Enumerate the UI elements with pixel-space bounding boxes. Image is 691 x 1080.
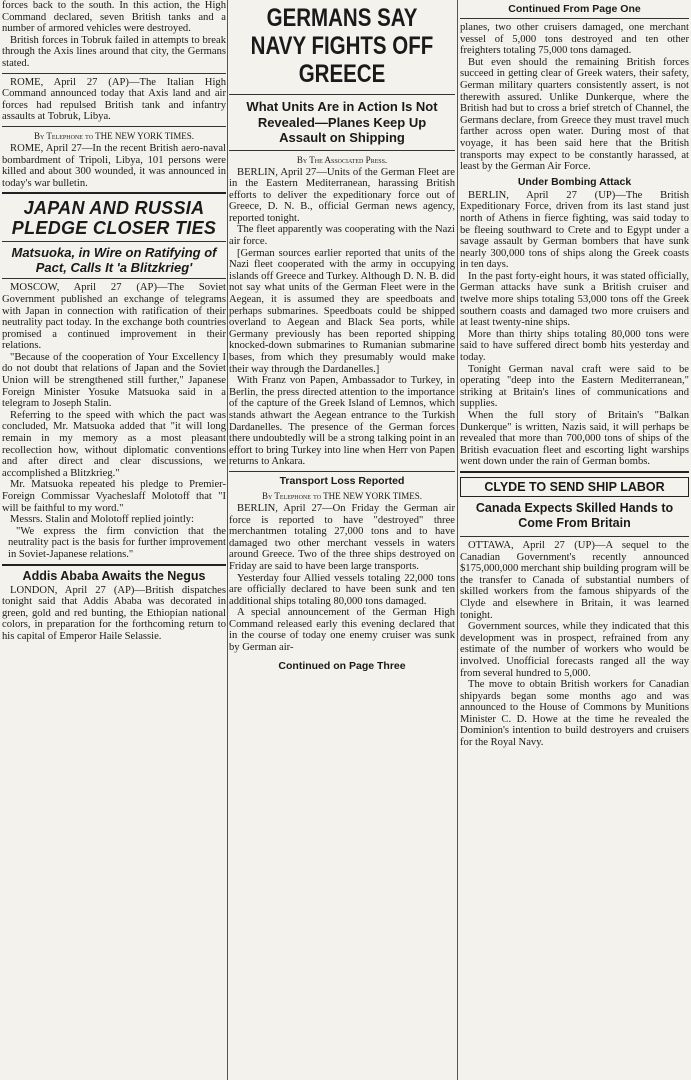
article-paragraph: British forces in Tobruk failed in attempts to break through the Axis lines around that city, the Germans stated. [2, 34, 226, 69]
headline-japan-russia: JAPAN AND RUSSIA PLEDGE CLOSER TIES [11, 198, 217, 239]
divider [460, 471, 689, 473]
article-paragraph: The fleet apparently was cooperating with the Nazi air force. [229, 224, 455, 248]
article-paragraph: ROME, April 27 (AP)—The Italian High Command announced today that Axis land and air forces had repulsed British tank and infantry assaults at Tobruk, Libya. [2, 76, 226, 123]
article-paragraph: Mr. Matsuoka repeated his pledge to Premier-Foreign Commissar Vyacheslaff Molotoff that "I will be faithful to my word." [2, 479, 226, 514]
continued-from-label: Continued From Page One [508, 3, 641, 15]
article-paragraph: A special announcement of the German High Command released early this evening declared that in the course of today one enemy cruiser was sunk by German air- [229, 607, 455, 654]
byline: By Telephone to THE NEW YORK TIMES. [34, 130, 194, 141]
article-paragraph: More than thirty ships totaling 80,000 tons were said to have suffered direct bomb hits yesterday and today. [460, 328, 689, 364]
divider [2, 278, 226, 279]
article-paragraph: When the full story of Britain's "Balkan Dunkerque" is written, Nazis said, it will perhaps be revealed that more than 700,000 tons of ships of the British evacuation fleet and escorting light warships went down under the rain of German bombs. [460, 410, 689, 468]
column-rule-2 [457, 0, 458, 1080]
subhead-bombing: Under Bombing Attack [517, 175, 632, 188]
divider [2, 564, 226, 566]
byline: By The Associated Press. [296, 154, 388, 165]
divider [229, 94, 455, 95]
column-2 [229, 0, 455, 1080]
column-rule-1 [227, 0, 228, 1080]
article-paragraph: OTTAWA, April 27 (UP)—A sequel to the Canadian Government's recently announced $175,000,000 merchant ship building program will be the transfer to Canada of substantial numbers of skilled workers from the famous shipyards of the Clyde and elsewhere in Britain, it was learned tonight. [460, 539, 689, 621]
main-deck: What Units Are in Action Is Not Revealed—Planes Keep Up Assault on Shipping [246, 99, 438, 145]
article-paragraph: In the past forty-eight hours, it was stated officially, German attacks have sunk a British cruiser and twelve more ships totaling 53,000 tons off the Greek southern coasts and damaged two more cruisers and at least twenty-nine ships. [460, 270, 689, 329]
article-paragraph: "Because of the cooperation of Your Excellency I do not doubt that relations of Japan and the Soviet Union will be strengthened still further," Japanese Foreign Minister Yosuke Matsuoka said in a telegram to Joseph Stalin. [2, 351, 226, 410]
article-paragraph: BERLIN, April 27—On Friday the German air force is reported to have "destroyed" three merchantmen totaling 27,000 tons and to have damaged two other merchant vessels in waters around Greece. Two of the three ships destroyed on Friday are said to have been large transports. [229, 502, 455, 572]
article-paragraph: ROME, April 27—In the recent British aero-naval bombardment of Tripoli, Libya, 101 persons were killed and about 300 wounded, it was announced in today's war bulletin. [2, 142, 226, 189]
divider [2, 126, 226, 127]
article-paragraph: [German sources earlier reported that units of the Nazi fleet cooperated with the army in occupying islands off Greece and Turkey. Although D. N. B. did not say what units of the German Fleet were in the Aegean, it is assumed they are speedboats and perhaps submarines. Speedboats could be shipped overland to Aegean and Black Sea ports, while Germany previously has been reported shipping knocked-down submarines to Rumanian submarine bases, from which they presumably would make their way through the Dardanelles.] [229, 247, 455, 375]
article-paragraph: LONDON, April 27 (AP)—British dispatches tonight said that Addis Ababa was decorated in green, gold and red bunting, the Ethiopian national colors, in preparation for the forthcoming return to his capital of Emperor Haile Selassie. [2, 584, 226, 642]
article-paragraph: Tonight German naval craft were said to be operating "deep into the Eastern Mediterranean," striking at Britain's lines of communications and supplies. [460, 363, 689, 410]
article-paragraph: forces back to the south. In this action, the High Command declared, seven British tanks and a number of armored vehicles were destroyed. [2, 0, 226, 35]
divider [460, 18, 689, 19]
divider [229, 471, 455, 472]
deck-matsuoka: Matsuoka, in Wire on Ratifying of Pact, Calls It 'a Blitzkrieg' [11, 245, 217, 276]
article-paragraph: But even should the remaining British forces succeed in getting clear of Greek waters, their safety, German military quarters consistently assert, is not therewith assured. Unlike Dunkerque, where the British had but to cross a brief stretch of Channel, the Germans declare, from Greece they must travel much farther across open water. During most of that voyage, it has been said here that the British transports may expect to be constantly harassed, at least by the German Air Force. [460, 56, 689, 173]
main-headline: GERMANS SAY NAVY FIGHTS OFF GREECE [250, 4, 434, 88]
article-paragraph: Messrs. Stalin and Molotoff replied jointly: [10, 514, 195, 526]
deck-canada: Canada Expects Skilled Hands to Come From Britain [475, 500, 674, 531]
continued-on-label: Continued on Page Three [278, 659, 406, 672]
column-1 [2, 0, 226, 1080]
divider [2, 73, 226, 74]
headline-clyde: CLYDE TO SEND SHIP LABOR [460, 477, 689, 497]
article-paragraph: With Franz von Papen, Ambassador to Turkey, in Berlin, the press directed attention to the importance of the capture of the Greek Island of Lemnos, which stands athwart the Aegean entrance to the Turkish Dardanelles. The presence of the German forces there undoubtedly will be a strong talking point in an effort to bring Turkey into line when Herr von Papen returns to Ankara. [229, 375, 455, 468]
byline: By Telephone to THE NEW YORK TIMES. [262, 490, 422, 501]
divider [2, 241, 226, 242]
divider [2, 192, 226, 194]
divider [460, 536, 689, 537]
divider [229, 150, 455, 151]
article-paragraph: Yesterday four Allied vessels totaling 22,000 tons are officially declared to have been sunk and ten additional ships totaling 80,000 tons damaged. [229, 572, 455, 607]
article-paragraph: MOSCOW, April 27 (AP)—The Soviet Government published an exchange of telegrams with Japan in connection with ratification of their neutrality pact today. In the exchange both countries promised a continued improvement in their relations. [2, 282, 226, 352]
article-paragraph: The move to obtain British workers for Canadian shipyards began some months ago and was announced to the House of Commons by Munitions Minister C. D. Howe at the time he revealed the Dominion's intention to build destroyers and cruisers for the Royal Navy. [460, 679, 689, 749]
article-paragraph: planes, two other cruisers damaged, one merchant vessel of 5,000 tons destroyed and ten other freighters totaling 75,000 tons damaged. [460, 22, 689, 57]
article-paragraph: Government sources, while they indicated that this development was in prospect, refrained from any estimate of the number of workers who would be involved. Unofficial forecasts ranged all the way from several hundred to 5,000. [460, 621, 689, 679]
subhead-transport-loss: Transport Loss Reported [279, 474, 405, 487]
article-paragraph: "We express the firm conviction that the neutrality pact is the basis for further improvement in Soviet-Japanese relations." [8, 525, 226, 560]
article-paragraph: BERLIN, April 27 (UP)—The British Expeditionary Force, driven from its last stand just north of Athens in fierce fighting, was said today to be fleeing southward to Crete and to Egypt under a savage assault by German bombers that have sunk nearly 300,000 tons of ships along the Greek coasts in ten days. [460, 189, 689, 271]
article-paragraph: BERLIN, April 27—Units of the German Fleet are in the Eastern Mediterranean, harassing British efforts to deliver the expeditionary force out of Greece, D. N. B., official German news agency, reported tonight. [229, 166, 455, 224]
article-paragraph: Referring to the speed with which the pact was concluded, Mr. Matsuoka added that "it will long remain in my memory as a most pleasant recollection how, without diplomatic conventions and after direct and clear discussions, we accomplished a Blitzkrieg." [2, 409, 226, 479]
column-3 [460, 0, 689, 1080]
headline-addis-ababa: Addis Ababa Awaits the Negus [22, 568, 206, 583]
